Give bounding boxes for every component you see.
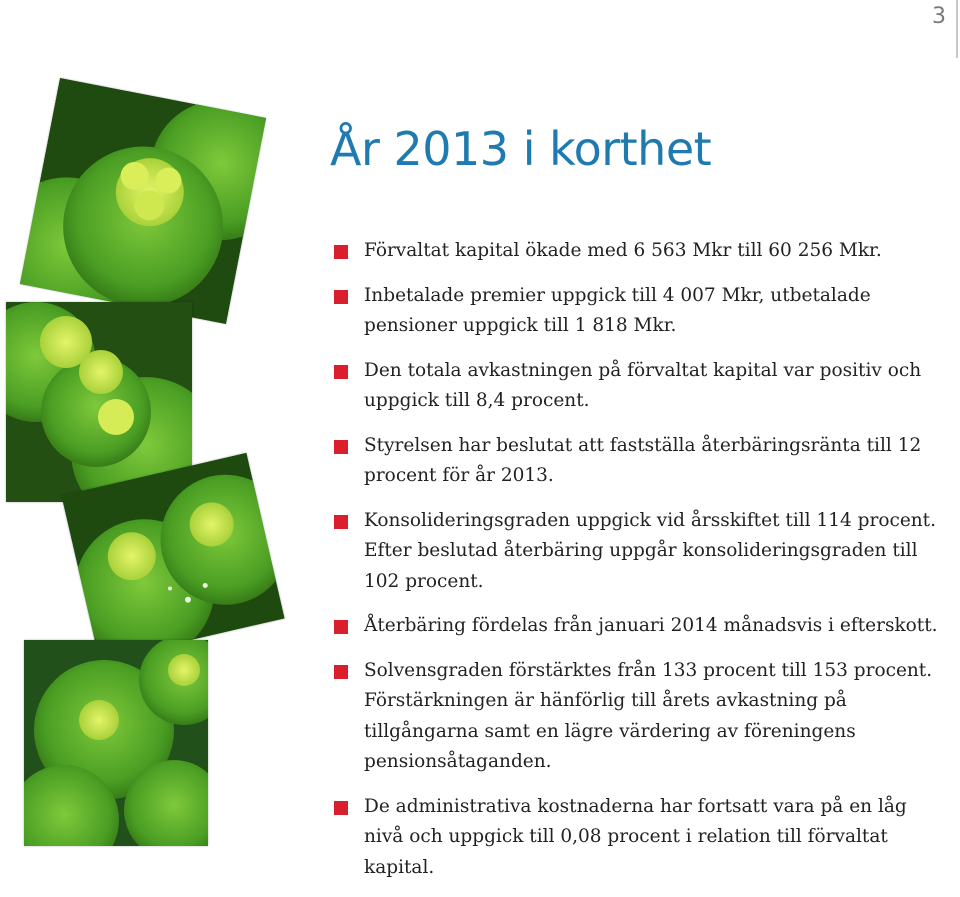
bullet-square-icon — [334, 245, 348, 259]
page-edge-divider — [956, 0, 958, 58]
bullet-square-icon — [334, 365, 348, 379]
bullet-item — [334, 356, 946, 417]
bullet-text: Styrelsen har beslutat att fastställa återbäringsränta till 12 procent för år 2013. — [364, 434, 922, 486]
lady-mantle-photo-1 — [20, 78, 266, 324]
bullet-text: Återbäring fördelas från januari 2014 månadsvis i efterskott. — [364, 615, 938, 636]
summary-bullet-list — [334, 236, 946, 897]
page-title: År 2013 i korthet — [330, 122, 712, 176]
bullet-item — [334, 506, 946, 598]
bullet-square-icon — [334, 290, 348, 304]
bullet-square-icon — [334, 515, 348, 529]
lady-mantle-photo-4 — [24, 640, 208, 846]
bullet-square-icon — [334, 620, 348, 634]
bullet-item — [334, 792, 946, 884]
bullet-item — [334, 281, 946, 342]
bullet-text: Förvaltat kapital ökade med 6 563 Mkr till 60 256 Mkr. — [364, 240, 882, 261]
bullet-text: Inbetalade premier uppgick till 4 007 Mkr, utbetalade pensioner uppgick till 1 818 Mkr. — [364, 284, 871, 336]
bullet-text: Konsolideringsgraden uppgick vid årsskiftet till 114 procent. Efter beslutad återbäring uppgår konsolideringsgraden till 102 procent. — [364, 509, 937, 592]
bullet-text: Solvensgraden förstärktes från 133 procent till 153 procent. Förstärkningen är hänförlig till årets avkastning på tillgångarna samt en lägre värdering av föreningens pensionsåtaganden. — [364, 659, 933, 772]
bullet-square-icon — [334, 440, 348, 454]
bullet-text: De administrativa kostnaderna har fortsatt vara på en låg nivå och uppgick till 0,08 procent i relation till förvaltat kapital. — [364, 795, 907, 878]
bullet-item — [334, 431, 946, 492]
bullet-item — [334, 236, 946, 267]
bullet-item — [334, 656, 946, 778]
page-number: 3 — [932, 4, 946, 29]
bullet-square-icon — [334, 801, 348, 815]
bullet-square-icon — [334, 665, 348, 679]
bullet-item — [334, 611, 946, 642]
bullet-text: Den totala avkastningen på förvaltat kapital var positiv och uppgick till 8,4 procent. — [364, 359, 922, 411]
